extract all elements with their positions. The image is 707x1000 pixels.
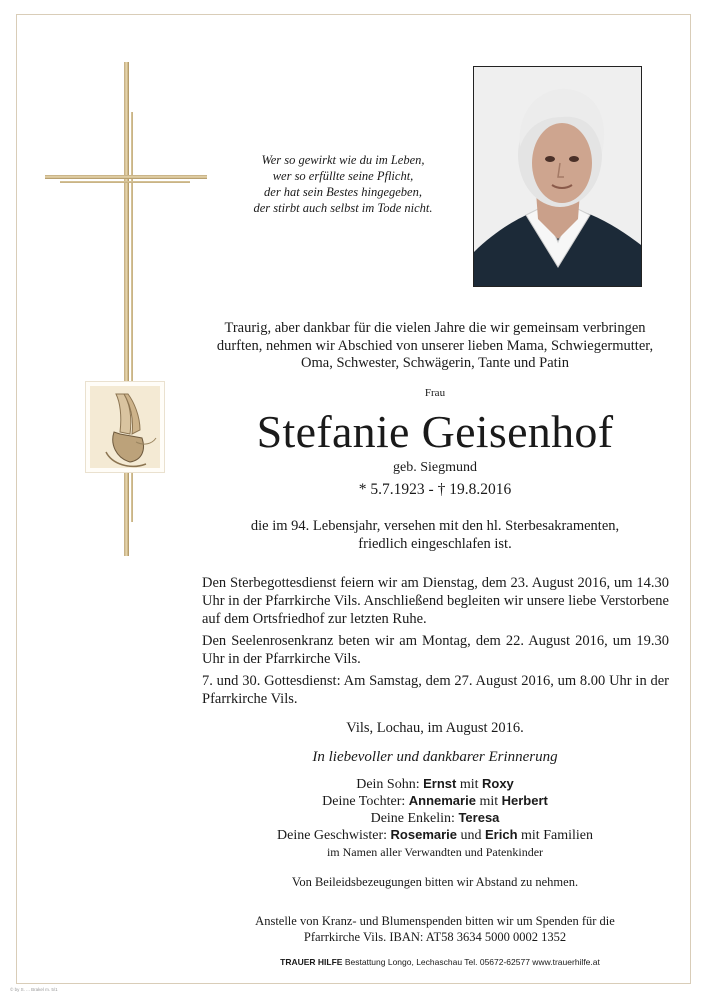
footer-info: Bestattung Longo, Lechaschau Tel. 05672-62577 www.trauerhilfe.at bbox=[344, 957, 600, 967]
relative-label: Dein Sohn: bbox=[356, 777, 420, 792]
praying-hands-image bbox=[85, 381, 165, 473]
donation-line: Anstelle von Kranz- und Blumenspenden bitten wir um Spenden für die bbox=[255, 914, 615, 928]
relative-connector: mit bbox=[459, 777, 479, 792]
salutation: Frau bbox=[424, 387, 446, 399]
quote-line: der hat sein Bestes hingegeben, bbox=[264, 185, 422, 199]
funeral-service-paragraph: Den Sterbegottesdienst feiern wir am Dienstag, dem 23. August 2016, um 14.30 Uhr in der Pfarrkirche Vils. Anschließend begleiten wir unsere liebe Verstorbene auf dem Ortsfriedhof zur letzten Ruhe. bbox=[202, 575, 669, 627]
relative-grandchild bbox=[190, 810, 680, 827]
relative-name: Annemarie bbox=[408, 793, 476, 808]
relative-label: Deine Enkelin: bbox=[370, 811, 455, 826]
memorial-quote bbox=[236, 152, 450, 216]
relative-name: Roxy bbox=[482, 776, 514, 791]
memory-heading: In liebevoller und dankbarer Erinnerung bbox=[312, 749, 558, 765]
footer bbox=[200, 957, 680, 967]
masses-paragraph: 7. und 30. Gottesdienst: Am Samstag, dem 27. August 2016, um 8.00 Uhr in der Pfarrkirche Vils. bbox=[202, 673, 669, 707]
portrait-photo bbox=[473, 66, 642, 287]
relatives-others: im Namen aller Verwandten und Patenkinder bbox=[326, 845, 544, 859]
relative-suffix: mit Familien bbox=[521, 828, 593, 843]
quote-line: wer so erfüllte seine Pflicht, bbox=[272, 169, 414, 183]
intro-text bbox=[190, 320, 680, 373]
relative-son bbox=[190, 776, 680, 793]
quote-line: Wer so gewirkt wie du im Leben, bbox=[261, 153, 425, 167]
relative-connector: und bbox=[460, 828, 482, 843]
donation-note bbox=[190, 913, 680, 945]
place-date: Vils, Lochau, im August 2016. bbox=[346, 720, 524, 736]
passing-line: die im 94. Lebensjahr, versehen mit den hl. Sterbesakramenten, bbox=[250, 518, 620, 534]
relative-daughter bbox=[190, 793, 680, 810]
relative-name: Herbert bbox=[501, 793, 548, 808]
intro-line: Oma, Schwester, Schwägerin, Tante und Patin bbox=[301, 355, 569, 371]
deceased-name: Stefanie Geisenhof bbox=[256, 406, 614, 457]
quote-line: der stirbt auch selbst im Tode nicht. bbox=[253, 201, 433, 215]
relatives-list bbox=[190, 776, 680, 860]
passing-text bbox=[190, 517, 680, 553]
passing-line: friedlich eingeschlafen ist. bbox=[358, 536, 512, 552]
maiden-name: geb. Siegmund bbox=[393, 460, 477, 475]
relative-name: Teresa bbox=[458, 810, 500, 825]
intro-line: durften, nehmen wir Abschied von unserer lieben Mama, Schwiegermutter, bbox=[216, 337, 654, 354]
donation-line: Pfarrkirche Vils. IBAN: AT58 3634 5000 0002 1352 bbox=[303, 930, 567, 944]
relative-name: Erich bbox=[485, 827, 518, 842]
condolences-note: Von Beileidsbezeugungen bitten wir Abstand zu nehmen. bbox=[291, 875, 579, 889]
intro-line: Traurig, aber dankbar für die vielen Jahre die wir gemeinsam verbringen bbox=[224, 320, 646, 336]
relative-label: Deine Geschwister: bbox=[277, 828, 388, 843]
footer-brand: TRAUER HILFE bbox=[280, 957, 343, 967]
relative-name: Ernst bbox=[423, 776, 457, 791]
relative-connector: mit bbox=[479, 794, 499, 809]
relative-label: Deine Tochter: bbox=[322, 794, 406, 809]
rosary-paragraph: Den Seelenrosenkranz beten wir am Montag, dem 22. August 2016, um 19.30 Uhr in der Pfarrkirche Vils. bbox=[202, 633, 669, 667]
print-mark: © by S. ... Brakel m. 5/1 bbox=[10, 987, 58, 992]
relative-siblings bbox=[190, 827, 680, 844]
relative-name: Rosemarie bbox=[390, 827, 458, 842]
life-dates: * 5.7.1923 - † 19.8.2016 bbox=[358, 481, 512, 498]
